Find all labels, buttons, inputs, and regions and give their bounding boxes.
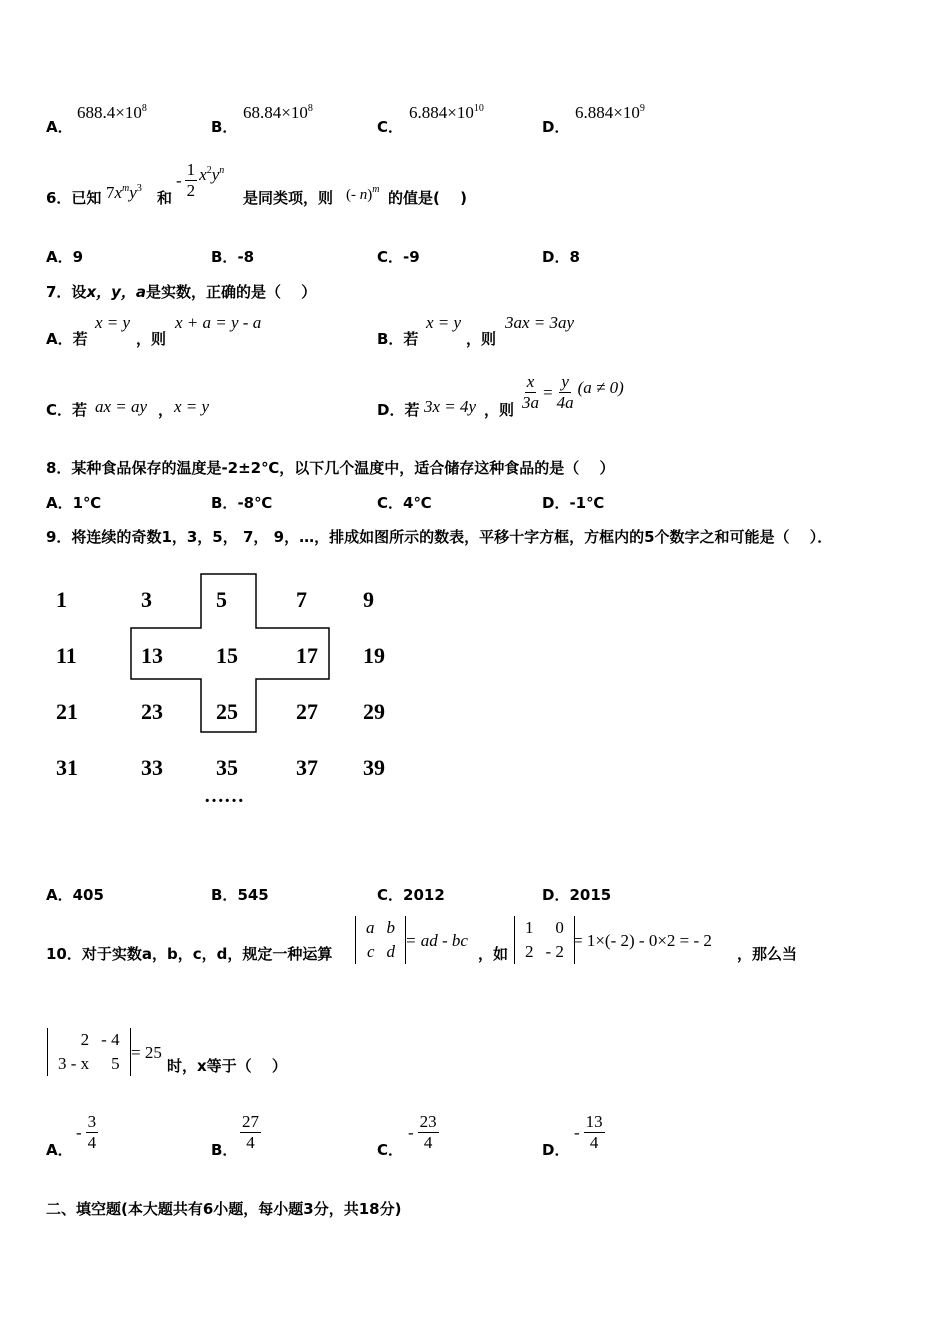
q8-option-b: B．-8℃ xyxy=(211,494,273,512)
q9-option-d: D．2015 xyxy=(542,886,612,904)
q5-option-d-letter: D． xyxy=(542,118,570,136)
q9-option-a: A．405 xyxy=(46,886,104,904)
q7-option-c-sep: ， xyxy=(158,401,174,419)
grid-cell: 27 xyxy=(296,699,318,724)
q9-option-b: B．545 xyxy=(211,886,269,904)
q7-option-b-cond: x = y xyxy=(426,313,462,332)
q6-option-a: A．9 xyxy=(46,248,84,266)
q10-option-a-letter: A． xyxy=(46,1141,73,1159)
q6-middle: 是同类项，则 xyxy=(243,189,334,207)
grid-cell: 3 xyxy=(141,587,152,612)
q7-option-a-result: x + a = y - a xyxy=(175,313,262,332)
q5-option-b-letter: B． xyxy=(211,118,238,136)
grid-cell: 15 xyxy=(216,643,238,668)
q7-option-d-result: $\frac{x}{3a}$ = $\frac{y}{4a}$ (a ≠ 0) xyxy=(522,372,624,412)
q7-option-c-cond: ax = ay xyxy=(95,397,148,416)
q5-option-d-value: $6.884\times 10^9$ xyxy=(575,103,645,122)
grid-cell: 35 xyxy=(216,755,238,780)
q10-example-calc: = 1×(- 2) - 0×2 = - 2 xyxy=(573,931,712,950)
q5-option-b-value: $68.84\times 10^8$ xyxy=(243,103,313,122)
q10-definition-formula: = ad - bc xyxy=(405,931,468,950)
q5-option-a-letter: A． xyxy=(46,118,73,136)
grid-cell: 19 xyxy=(363,643,385,668)
q7-option-a-then: ，则 xyxy=(136,330,167,348)
grid-cell: 5 xyxy=(216,587,227,612)
grid-cell: 7 xyxy=(296,587,307,612)
q7-stem: 7．设x，y，a是实数，正确的是（ ） xyxy=(46,283,317,301)
q10-option-c-letter: C． xyxy=(377,1141,404,1159)
grid-cell: 37 xyxy=(296,755,318,780)
q8-option-d: D．-1℃ xyxy=(542,494,605,512)
q7-option-a-cond: x = y xyxy=(95,313,131,332)
section-2-title: 二、填空题(本大题共有6小题，每小题3分，共18分) xyxy=(46,1200,402,1218)
q5-option-a-value: $688.4\times 10^8$ xyxy=(77,103,147,122)
q7-option-d-label: D．若 xyxy=(377,401,420,419)
q9-option-c: C．2012 xyxy=(377,886,445,904)
grid-cell: 11 xyxy=(56,643,77,668)
q7-option-c-label: C．若 xyxy=(46,401,88,419)
q10-option-b-letter: B． xyxy=(211,1141,238,1159)
q10-option-a-value: - $\frac{3}{4}$ xyxy=(76,1112,97,1152)
grid-cell: 17 xyxy=(296,643,318,668)
q7-option-c-result: x = y xyxy=(174,397,210,416)
q6-and: 和 xyxy=(157,189,173,207)
grid-cell: 13 xyxy=(141,643,163,668)
grid-cell: 31 xyxy=(56,755,78,780)
q7-option-a-label: A．若 xyxy=(46,330,88,348)
q6-prefix: 6．已知 xyxy=(46,189,102,207)
q7-option-b-then: ，则 xyxy=(466,330,497,348)
q6-option-b: B．-8 xyxy=(211,248,255,266)
q6-option-c: C．-9 xyxy=(377,248,420,266)
grid-cell: 39 xyxy=(363,755,385,780)
grid-cell: 9 xyxy=(363,587,374,612)
q5-option-c-value: $6.884\times 10^{10}$ xyxy=(409,103,484,122)
q8-option-a: A．1℃ xyxy=(46,494,102,512)
q7-option-d-then: ，则 xyxy=(484,401,515,419)
grid-cell: 33 xyxy=(141,755,163,780)
q10-option-d-letter: D． xyxy=(542,1141,570,1159)
grid-cell: 25 xyxy=(216,699,238,724)
q7-option-b-result: 3ax = 3ay xyxy=(505,313,575,332)
q6-term1: $7x^my^3$ xyxy=(106,183,142,202)
grid-ellipsis: …… xyxy=(204,785,244,807)
q10-option-c-value: - $\frac{23}{4}$ xyxy=(408,1112,437,1152)
q10-example-word: ，如 xyxy=(478,945,509,963)
q5-option-c-letter: C． xyxy=(377,118,404,136)
q8-stem: 8．某种食品保存的温度是-2±2℃，以下几个温度中，适合储存这种食品的是（ ） xyxy=(46,459,615,477)
q6-suffix: 的值是( ) xyxy=(388,189,467,207)
q7-option-d-cond: 3x = 4y xyxy=(424,397,477,416)
q9-stem: 9．将连续的奇数1，3，5， 7， 9，…，排成如图所示的数表，平移十字方框，方框内的5个数字之和可能是（ ）． xyxy=(46,528,833,546)
q6-option-d: D．8 xyxy=(542,248,580,266)
q10-equation-suffix: 时，x等于（ ） xyxy=(167,1057,287,1075)
q10-determinant-example: 1 0 2 - 2 xyxy=(514,916,575,964)
q10-equation-value: = 25 xyxy=(131,1043,162,1062)
q7-option-b-label: B．若 xyxy=(377,330,419,348)
q8-option-c: C．4℃ xyxy=(377,494,432,512)
q10-option-b-value: $\frac{27}{4}$ xyxy=(242,1112,259,1152)
q10-stem-prefix: 10．对于实数a，b，c，d，规定一种运算 xyxy=(46,945,333,963)
q6-expression: (- n)$^m$ xyxy=(346,184,380,203)
q6-term2: - $\frac{1}{2}$ $x^2y^n$ xyxy=(176,160,225,200)
q10-determinant-definition: a b c d xyxy=(355,916,406,964)
q10-option-d-value: - $\frac{13}{4}$ xyxy=(574,1112,603,1152)
q10-stem-suffix: ，那么当 xyxy=(737,945,798,963)
grid-cell: 1 xyxy=(56,587,67,612)
grid-cell: 21 xyxy=(56,699,78,724)
grid-cell: 29 xyxy=(363,699,385,724)
grid-cell: 23 xyxy=(141,699,163,724)
q10-determinant-equation: 2 - 4 3 - x 5 xyxy=(47,1028,131,1076)
